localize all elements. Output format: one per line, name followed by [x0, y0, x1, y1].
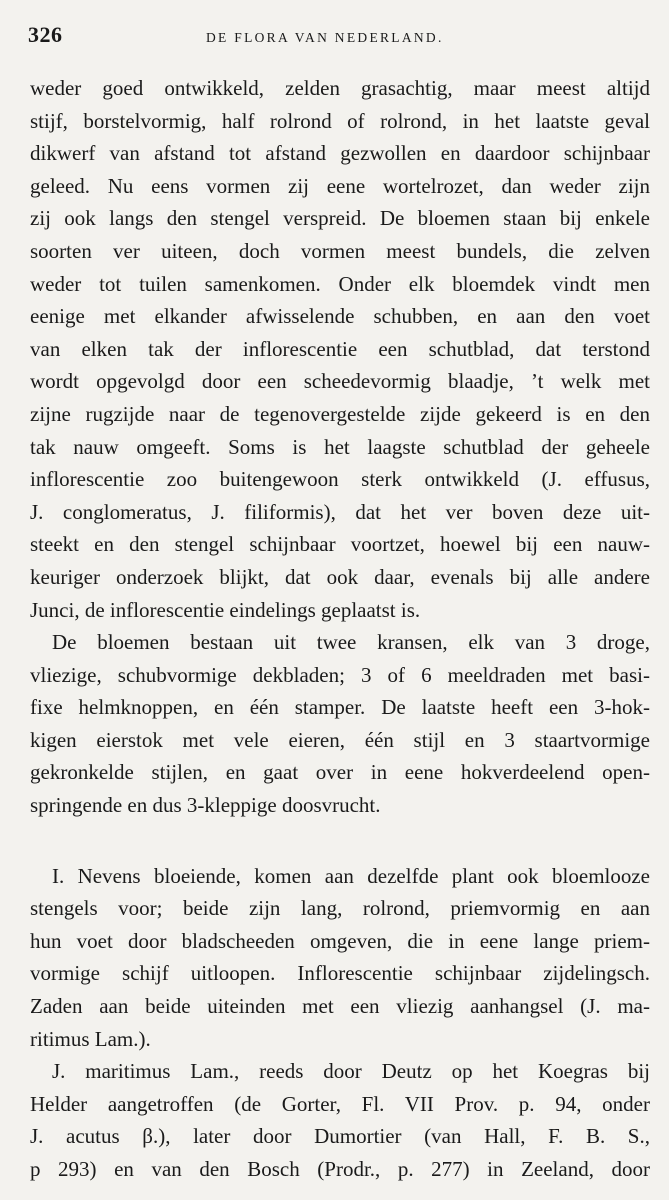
text-line: inflorescentie zoo buitengewoon sterk ontwikkeld (J. effusus,: [30, 467, 650, 492]
text-line: De bloemen bestaan uit twee kransen, elk van 3 droge,: [52, 630, 650, 655]
text-line: eenige met elkander afwisselende schubben, en aan den voet: [30, 304, 650, 329]
text-line: weder goed ontwikkeld, zelden grasachtig, maar meest altijd: [30, 76, 650, 100]
text-line: zijne rugzijde naar de tegenovergestelde zijde gekeerd is en den: [30, 401, 650, 426]
text-line: steekt en den stengel schijnbaar voortzet, hoewel bij een nauw-: [30, 532, 650, 557]
text-line: J. acutus β.), later door Dumortier (van Hall, F. B. S.,: [30, 1124, 650, 1149]
text-line: weder tot tuilen samenkomen. Onder elk bloemdek vindt men: [30, 271, 650, 296]
text-line: Junci, de inflorescentie eindelings geplaatst is.: [30, 597, 421, 622]
text-line: Zaden aan beide uiteinden met een vliezig aanhangsel (J. ma-: [30, 994, 650, 1019]
text-line: zij ook langs den stengel verspreid. De bloemen staan bij enkele: [30, 206, 650, 231]
text-line: p 293) en van den Bosch (Prodr., p. 277) in Zeeland, door: [30, 1157, 650, 1181]
body-text: [30, 72, 650, 1186]
text-line: dikwerf van afstand tot afstand gezwollen en daardoor schijnbaar: [30, 141, 650, 166]
text-line: vormige schijf uitloopen. Inflorescentie schijnbaar zijdelingsch.: [30, 961, 650, 986]
text-line: wordt opgevolgd door een scheedevormig blaadje, ’t welk met: [30, 369, 650, 394]
text-line: Helder aangetroffen (de Gorter, Fl. VII Prov. p. 94, onder: [30, 1091, 650, 1116]
text-line: ritimus Lam.).: [30, 1026, 151, 1051]
text-line: stengels voor; beide zijn lang, rolrond, priemvormig en aan: [30, 896, 650, 921]
text-line: vliezige, schubvormige dekbladen; 3 of 6 meeldraden met basi-: [30, 662, 650, 687]
running-title: DE FLORA VAN NEDERLAND.: [206, 30, 444, 45]
text-line: hun voet door bladscheeden omgeven, die in eene lange priem-: [30, 928, 650, 953]
text-line: kigen eierstok met vele eieren, één stijl en 3 staartvormige: [30, 727, 650, 752]
text-line: stijf, borstelvormig, half rolrond of rolrond, in het laatste geval: [30, 108, 650, 133]
paragraph-4: [30, 1055, 650, 1185]
text-line: J. conglomeratus, J. filiformis), dat het ver boven deze uit-: [30, 499, 650, 524]
text-line: gekronkelde stijlen, en gaat over in eene hokverdeelend open-: [30, 760, 650, 785]
text-line: soorten ver uiteen, doch vormen meest bundels, die zelven: [30, 238, 650, 263]
section-gap: [30, 822, 650, 860]
text-line: keuriger onderzoek blijkt, dat ook daar, evenals bij alle andere: [30, 564, 650, 589]
page-number: 326: [28, 22, 63, 47]
paragraph-2: [30, 626, 650, 822]
text-line: van elken tak der inflorescentie een schutblad, dat terstond: [30, 336, 650, 361]
page-header: [28, 20, 648, 50]
text-line: springende en dus 3-kleppige doosvrucht.: [30, 793, 381, 818]
text-line: tak nauw omgeeft. Soms is het laagste schutblad der geheele: [30, 434, 650, 459]
text-line: fixe helmknoppen, en één stamper. De laatste heeft een 3-hok-: [30, 695, 650, 720]
text-line: J. maritimus Lam., reeds door Deutz op het Koegras bij: [52, 1059, 650, 1084]
paragraph-1: [30, 72, 650, 626]
text-line: geleed. Nu eens vormen zij eene wortelrozet, dan weder zijn: [30, 173, 650, 198]
paragraph-3: [30, 860, 650, 1056]
text-line: I. Nevens bloeiende, komen aan dezelfde plant ook bloemlooze: [52, 863, 650, 888]
